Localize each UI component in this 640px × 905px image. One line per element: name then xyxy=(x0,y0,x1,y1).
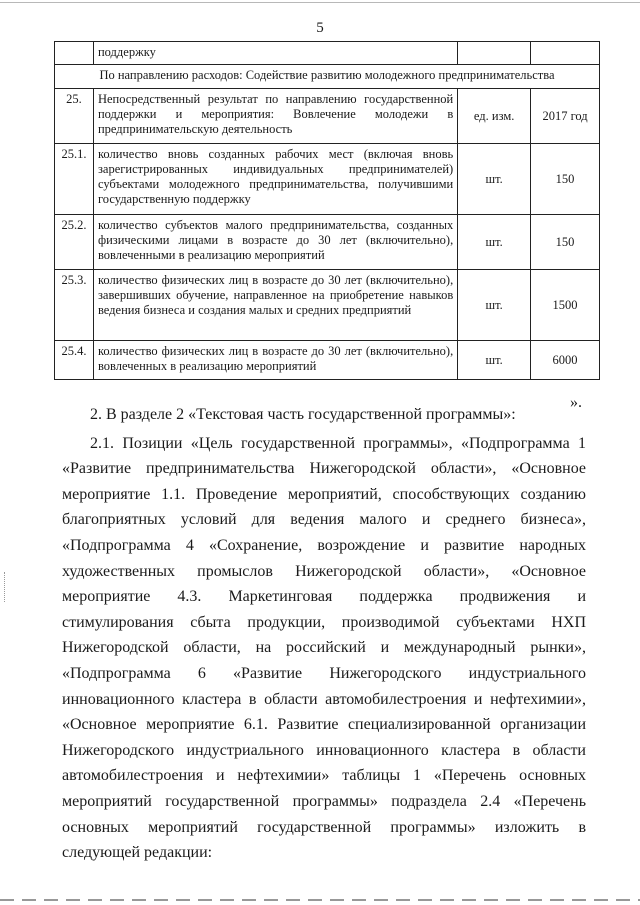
row-description: количество физических лиц в возрасте до 30 лет (включительно), завершивших обучение, направленное на приобретение навыков ведения бизнеса и создания малых и средних предприятий xyxy=(93,270,457,341)
cell-unit-empty xyxy=(458,42,531,65)
row-number: 25. xyxy=(55,89,94,144)
row-value: 150 xyxy=(531,144,600,215)
section-header: По направлению расходов: Содействие развитию молодежного предпринимательства xyxy=(55,65,600,89)
row-number: 25.4. xyxy=(55,341,94,380)
row-unit: шт. xyxy=(458,215,531,270)
row-number: 25.3. xyxy=(55,270,94,341)
bottom-scan-edge xyxy=(0,899,640,901)
row-value: 2017 год xyxy=(531,89,600,144)
row-unit: шт. xyxy=(458,144,531,215)
body-paragraph: 2.1. Позиции «Цель государственной программы», «Подпрограмма 1 «Развитие предпринимательства Нижегородской области», «Основное мероприятие 1.1. Проведение мероприятий, способствующих созданию благоприятных условий для ведения малого и среднего бизнеса», «Подпрограмма 4 «Сохранение, возрождение и развитие народных художественных промыслов Нижегородской области», «Основное мероприятие 4.3. Маркетинговая поддержка продвижения и стимулирования сбыта продукции, производимой субъектами НХП Нижегородской области, на российский и международный рынки», «Подпрограмма 6 «Развитие Нижегородского индустриального инновационного кластера в области автомобилестроения и нефтехимии», «Основное мероприятие 6.1. Развитие специализированной организации Нижегородского индустриального инновационного кластера в области автомобилестроения и нефтехимии» таблицы 1 «Перечень основных мероприятий государственной программы» подраздела 2.4 «Перечень основных мероприятий государственной программы» изложить в следующей редакции: xyxy=(62,434,586,862)
row-unit: шт. xyxy=(458,270,531,341)
section-heading: 2. В разделе 2 «Текстовая часть государственной программы»: xyxy=(90,406,516,423)
table-row xyxy=(55,89,600,144)
cell-value-empty xyxy=(531,42,600,65)
body-text xyxy=(62,402,586,866)
cell-num-empty xyxy=(55,42,94,65)
row-value: 6000 xyxy=(531,341,600,380)
row-value: 1500 xyxy=(531,270,600,341)
scan-margin-mark xyxy=(4,572,11,602)
top-scan-edge xyxy=(0,2,640,3)
table-row xyxy=(55,270,600,341)
table-row xyxy=(55,144,600,215)
indicators-table xyxy=(54,41,600,380)
page-number: 5 xyxy=(316,20,324,36)
row-description: количество вновь созданных рабочих мест (включая вновь зарегистрированных индивидуальных предпринимателей) субъектами молодежного предпринимательства, получившими государственную поддержку xyxy=(93,144,457,215)
row-unit: шт. xyxy=(458,341,531,380)
row-value: 150 xyxy=(531,215,600,270)
row-number: 25.1. xyxy=(55,144,94,215)
table-row-continuation xyxy=(55,42,600,65)
row-description: количество субъектов малого предпринимательства, созданных физическими лицами в возрасте до 30 лет (включительно), вовлеченными в реализацию мероприятий xyxy=(93,215,457,270)
table-row xyxy=(55,215,600,270)
cell-continuation-text: поддержку xyxy=(93,42,457,65)
closing-quote: ». xyxy=(570,394,582,411)
row-unit: ед. изм. xyxy=(458,89,531,144)
row-number: 25.2. xyxy=(55,215,94,270)
table-section-header-row xyxy=(55,65,600,89)
row-description: количество физических лиц в возрасте до 30 лет (включительно), вовлеченных в реализацию мероприятий xyxy=(93,341,457,380)
row-description: Непосредственный результат по направлению государственной поддержки и мероприятия: Вовлечение молодежи в предпринимательскую деятельность xyxy=(93,89,457,144)
table-row xyxy=(55,341,600,380)
